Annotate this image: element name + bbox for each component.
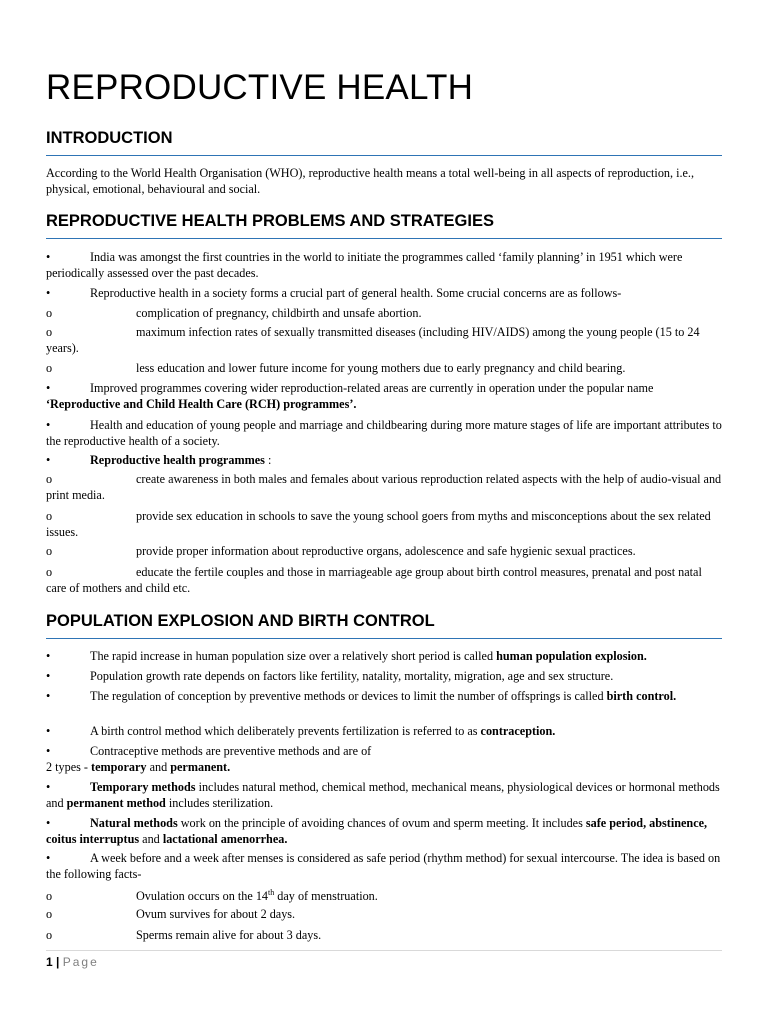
list-item: • Reproductive health in a society forms a crucial part of general health. Some crucial concerns are as follows-	[46, 286, 622, 300]
footer-divider	[46, 950, 722, 951]
list-item: • The regulation of conception by preventive methods or devices to limit the number of offsprings is called birth control.	[46, 689, 677, 703]
sub-list-item: o provide sex education in schools to save the young school goers from myths and misconceptions about the sex related issues.	[46, 509, 711, 539]
list-item: • Reproductive health programmes :	[46, 453, 272, 467]
section-heading-problems-strategies: REPRODUCTIVE HEALTH PROBLEMS AND STRATEGIES	[46, 211, 722, 239]
list-item: • A birth control method which deliberately prevents fertilization is referred to as contraception.	[46, 724, 556, 738]
sub-list-item: o less education and lower future income for young mothers due to early pregnancy and child bearing.	[46, 361, 626, 375]
page-footer	[46, 954, 99, 970]
list-item: • India was amongst the first countries in the world to initiate the programmes called ‘family planning’ in 1951 which were periodically assessed over the past decades.	[46, 250, 683, 280]
page-number: 1	[46, 955, 53, 969]
sub-list-item: o Sperms remain alive for about 3 days.	[46, 928, 322, 942]
sub-list-item: o Ovum survives for about 2 days.	[46, 907, 296, 921]
list-item: • The rapid increase in human population size over a relatively short period is called human population explosion.	[46, 649, 647, 663]
list-item: • Temporary methods includes natural method, chemical method, mechanical means, physiological devices or hormonal methods and permanent method includes sterilization.	[46, 780, 720, 810]
sub-list-item: o provide proper information about reproductive organs, adolescence and safe hygienic sexual practices.	[46, 544, 636, 558]
list-item: • A week before and a week after menses is considered as safe period (rhythm method) for sexual intercourse. The idea is based on the following facts-	[46, 851, 721, 881]
list-item: • Natural methods work on the principle of avoiding chances of ovum and sperm meeting. It includes safe period, abstinence, coitus interruptus and lactational amenorrhea.	[46, 816, 708, 846]
list-item: • Improved programmes covering wider reproduction-related areas are currently in operation under the popular name ‘Reproductive and Child Health Care (RCH) programmes’.	[46, 381, 654, 411]
list-item: • Contraceptive methods are preventive methods and are of 2 types - temporary and permanent.	[46, 744, 372, 774]
section-heading-population-birth-control: POPULATION EXPLOSION AND BIRTH CONTROL	[46, 611, 722, 639]
document-title: REPRODUCTIVE HEALTH	[46, 68, 474, 107]
intro-paragraph: According to the World Health Organisation (WHO), reproductive health means a total well-being in all aspects of reproduction, i.e., physical, emotional, behavioural and social.	[46, 166, 695, 196]
footer-separator: |	[56, 955, 60, 969]
sub-list-item: o Ovulation occurs on the 14th day of menstruation.	[46, 888, 378, 904]
list-item: • Health and education of young people and marriage and childbearing during more mature stages of life are important attributes to the reproductive health of a society.	[46, 418, 722, 448]
page-label: Page	[62, 955, 99, 969]
section-heading-introduction: INTRODUCTION	[46, 128, 722, 156]
list-item: • Population growth rate depends on factors like fertility, natality, mortality, migration, age and sex structure.	[46, 669, 614, 683]
sub-list-item: o create awareness in both males and females about various reproduction related aspects with the help of audio-visual and print media.	[46, 472, 722, 502]
sub-list-item: o complication of pregnancy, childbirth and unsafe abortion.	[46, 306, 422, 320]
sub-list-item: o educate the fertile couples and those in marriageable age group about birth control measures, prenatal and post natal care of mothers and child etc.	[46, 565, 702, 595]
sub-list-item: o maximum infection rates of sexually transmitted diseases (including HIV/AIDS) among the young people (15 to 24 years).	[46, 325, 700, 355]
